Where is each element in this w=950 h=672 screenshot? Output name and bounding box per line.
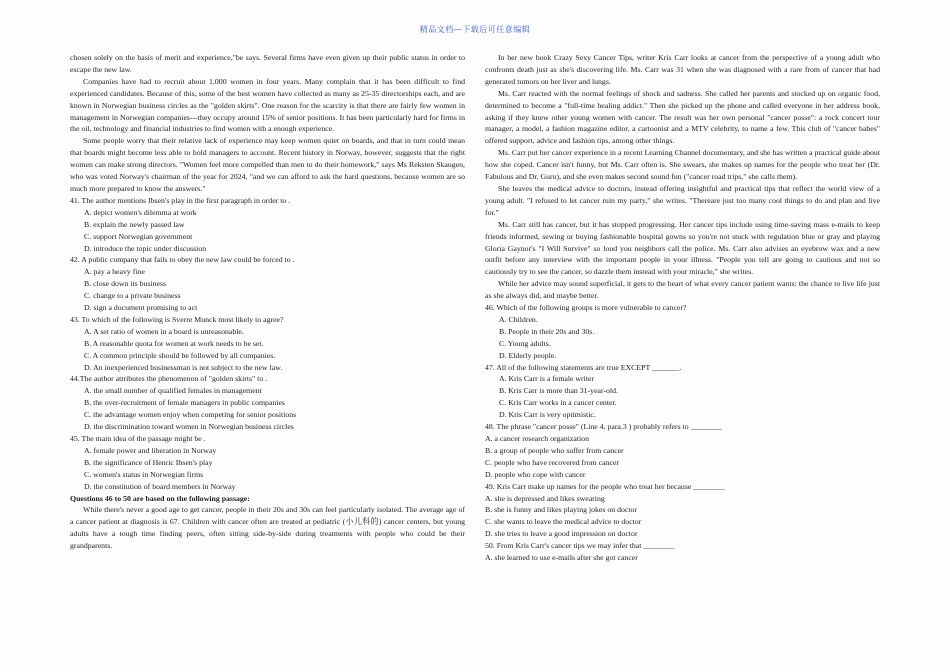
question-stem: 50. From Kris Carr's cancer tips we may infer that ________ [485, 541, 675, 551]
answer-option: D. introduce the topic under discussion [84, 243, 207, 253]
answer-option: C. A common principle should be followed by all companies. [84, 350, 276, 360]
section-heading: Questions 46 to 50 are based on the following passage: [70, 493, 250, 503]
passage-paragraph: chosen solely on the basis of merit and experience,"be says. Several firms have even given up their public status in order to escape the new law. [70, 53, 465, 74]
answer-option: D. Kris Carr is very optimistic. [499, 410, 596, 420]
answer-option: B. A reasonable quota for women at work needs to be set. [84, 338, 264, 348]
answer-option: B. a group of people who suffer from cancer [485, 445, 624, 455]
answer-option: C. people who have recovered from cancer [485, 457, 619, 467]
answer-option: B. the over-recruitment of female managers in public companies [84, 398, 285, 408]
question-stem: 49. Kris Carr make up names for the people who treat her because ________ [485, 481, 725, 491]
watermark-text: 精品文档—下载后可任意编辑 [419, 25, 531, 34]
answer-option: A. female power and liberation in Norway [84, 445, 217, 455]
answer-option: D. she tries to leave a good impression on doctor [485, 529, 638, 539]
right-column [485, 52, 880, 564]
left-column [70, 52, 465, 564]
answer-option: A. Kris Carr is a female writer [499, 374, 595, 384]
passage-paragraph: Some people worry that their relative lack of experience may keep women quiet on boards, and that in turn could mean that boards might become less able to hold managers to account. Recent history in Norway, however, suggests that the right women can make strong directors. "Women feel more compelled than men to do their homework," says Ms Reksten Skaugen, who was voted Norway's chairman of the year for 2024, "and we can afford to ask the hard questions, because women are so much more prepared to know the answers." [70, 136, 465, 193]
answer-option: D. sign a document promising to act [84, 303, 198, 313]
answer-option: D. An inexperienced businessman is not subject to the new law. [84, 362, 283, 372]
answer-option: A. pay a heavy fine [84, 267, 145, 277]
question-stem: 48. The phrase "cancer posse" (Line 4, para.3 ) probably refers to ________ [485, 422, 722, 432]
passage-paragraph: While her advice may sound superficial, it gets to the heart of what every cancer patient wants: the chance to live life just as she always did, and maybe better. [485, 279, 880, 301]
answer-option: B. close down its business [84, 279, 167, 289]
answer-option: B. People in their 20s and 30s. [499, 326, 595, 336]
passage-paragraph: Ms. Carr put her cancer experience in a recent Learning Channel documentary, and she has written a practical guide about how she coped. Cancer isn't funny, but Ms. Carr often is. She swears, she makes up names for the people who treat her (Dr. Fabulous and Dr. Guru), and she even makes second sound fun ("cancer road trips," she calls them). [485, 148, 880, 182]
answer-option: A. depict women's dilemma at work [84, 207, 197, 217]
answer-option: C. Kris Carr works in a cancer center. [499, 398, 617, 408]
answer-option: B. explain the newly passed law [84, 219, 185, 229]
answer-option: C. she wants to leave the medical advice to doctor [485, 517, 642, 527]
answer-option: D. the constitution of board members in Norway [84, 481, 236, 491]
question-stem: 44.The author attributes the phenomenon of "golden skirts" to . [70, 374, 268, 384]
passage-paragraph: Ms. Carr reacted with the normal feelings of shock and sadness. She called her parents and stocked up on organic food, determined to become a "full-time healing addict." Then she picked up the phone and called everyone in her address book, asking if they knew other young women with cancer. The result was her own personal "cancer posse": a rock concert tour manager, a model, a fashion magazine editor, a cartoonist and a MTV celebrity, to name a few. This club of "cancer babes" offered support, advice and fashion tips, among other things. [485, 88, 880, 146]
question-stem: 41. The author mentions Ibsen's play in the first paragraph in order to . [70, 195, 291, 205]
answer-option: C. women's status in Norwegian firms [84, 469, 204, 479]
answer-option: D. people who cope with cancer [485, 469, 586, 479]
passage-paragraph: In her new book Crazy Sexy Cancer Tips, writer Kris Carr looks at cancer from the perspective of a young adult who confronts death just as she's discovering life. Ms. Carr was 31 when she was diagnosed with a rare from of cancer that had generated tumors on her liver and lungs. [485, 53, 880, 86]
answer-option: A. A set ratio of women in a board is unreasonable. [84, 326, 244, 336]
answer-option: A. she is depressed and likes swearing [485, 493, 605, 503]
answer-option: B. the significance of Henric Ibsen's play [84, 457, 213, 467]
answer-option: D. Elderly people. [499, 350, 557, 360]
answer-option: C. change to a private business [84, 291, 181, 301]
question-stem: 42. A public company that fails to obey the new law could be forced to . [70, 255, 295, 265]
passage-paragraph: Ms. Carr still has cancer, but it has stopped progressing. Her cancer tips include using time-saving mass e-mails to keep friends informed, sewing or buying fashionable hospital gowns so you're not stuck with regulation blue or gray and playing Gloria Gaynor's "I Will Survive" so loud you neighbors call the police. Ms. Carr also advises an eyebrow wax and a new outfit before any interview with the important people in your illness. "People you tell are going to cautious and not so cautiously try to see the cancer, so dazzle them instead with your miracle," she writes. [485, 219, 880, 277]
question-stem: 47. All of the following statements are true EXCEPT _______. [485, 362, 682, 372]
passage-paragraph: While there's never a good age to get cancer, people in their 20s and 30s can feel particularly isolated. The average age of a cancer patient at diagnosis is 67. Children with cancer often are treated at pediatric (小儿科的) cancer centers, but young adults have a tough time finding peers, often sitting side-by-side during treatments with people who could be their grandparents. [70, 505, 465, 551]
question-stem: 46. Which of the following groups is more vulnerable to cancer? [485, 303, 687, 313]
answer-option: B. she is funny and likes playing jokes on doctor [485, 505, 638, 515]
two-column-layout [70, 52, 880, 564]
answer-option: A. the small number of qualified females in management [84, 386, 262, 396]
question-stem: 45. The main idea of the passage might be . [70, 434, 206, 443]
passage-paragraph: She leaves the medical advice to doctors, instead offering insightful and practical tips that reflect the world view of a young adult. "I refused to let cancer ruin my party," she writes. "Thereare just too many cool things to do and plan and live for." [485, 183, 880, 217]
answer-option: D. the discrimination toward women in Norwegian business circles [84, 422, 294, 432]
answer-option: A. Children. [499, 314, 538, 324]
question-stem: 43. To which of the following is Sverre Munck most likely to agree? [70, 314, 284, 324]
passage-paragraph: Companies have had to recruit about 1,000 women in four years. Many complain that it has been difficult to find experienced candidates. Because of this, some of the best women have collected as many as 25-35 directorships each, and are known in Norwegian business circles as the "golden skirts". One reason for the scarcity is that there are fairly few women in management in Norwegian companies---they occupy around 15% of senior positions. It has been particularly hard for firms in the oil, technology and financial industries to find women with a enough experience. [70, 76, 465, 134]
answer-option: A. she learned to use e-mails after she got cancer [485, 553, 638, 563]
answer-option: C. Young adults. [499, 338, 551, 348]
answer-option: A. a cancer research organization [485, 434, 589, 443]
answer-option: B. Kris Carr is more than 31-year-old. [499, 386, 618, 396]
answer-option: C. the advantage women enjoy when competing for senior positions [84, 410, 297, 420]
answer-option: C. support Norwegian government [84, 231, 193, 241]
